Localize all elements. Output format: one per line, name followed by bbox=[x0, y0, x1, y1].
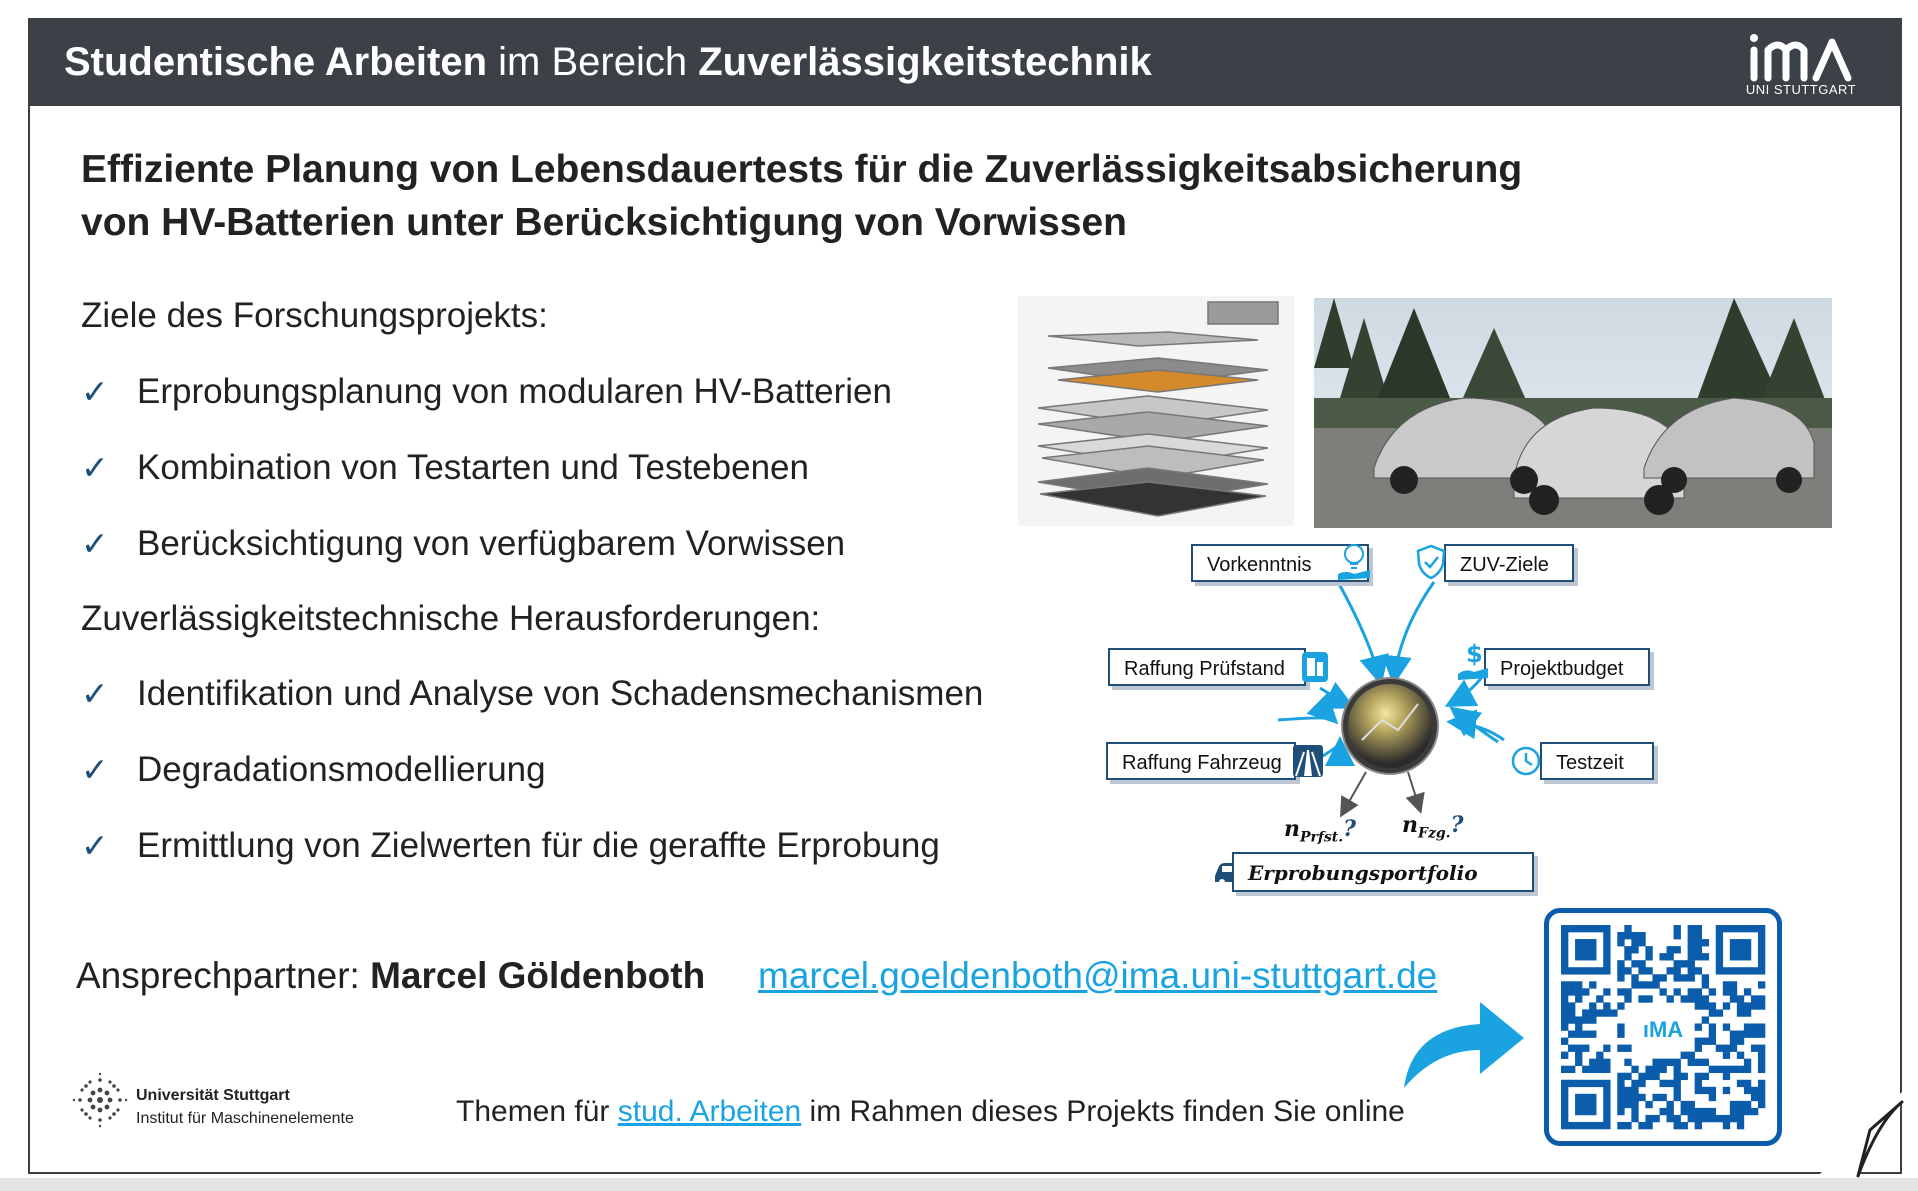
challenge-item bbox=[81, 826, 940, 866]
check-icon: ✓ bbox=[81, 449, 109, 486]
n-fahrzeug-label bbox=[1402, 812, 1463, 841]
prototype-cars-photo bbox=[1314, 298, 1832, 528]
bottom-shadow bbox=[0, 1178, 1918, 1191]
n-pruefstand-question: ? bbox=[1343, 816, 1357, 842]
goal-item bbox=[81, 372, 892, 412]
contact-email-link[interactable]: marcel.goeldenboth@ima.uni-stuttgart.de bbox=[758, 955, 1438, 996]
ima-logo-subtitle: UNI STUTTGART bbox=[1745, 82, 1857, 97]
page-curl-decoration bbox=[1818, 1092, 1904, 1178]
challenge-item-text: Degradationsmodellierung bbox=[137, 750, 546, 789]
road-icon bbox=[1292, 744, 1324, 783]
check-icon: ✓ bbox=[81, 751, 109, 788]
money-hand-icon bbox=[1456, 640, 1490, 689]
ima-logo bbox=[1742, 32, 1860, 98]
header-title bbox=[64, 40, 1152, 85]
footer-stud-arbeiten-link[interactable]: stud. Arbeiten bbox=[617, 1095, 802, 1128]
header-title-mid: im Bereich bbox=[487, 40, 699, 84]
n-fahrzeug-symbol: n bbox=[1402, 812, 1418, 838]
diagram-box-testzeit: Testzeit bbox=[1540, 742, 1654, 780]
clock-icon bbox=[1510, 744, 1542, 783]
diagram-box-erprobungsportfolio: Erprobungsportfolio bbox=[1232, 852, 1534, 892]
diagram-box-raffung-pruefstand: Raffung Prüfstand bbox=[1108, 648, 1306, 686]
lightbulb-hand-icon bbox=[1336, 540, 1372, 590]
check-icon: ✓ bbox=[81, 675, 109, 712]
challenges-heading: Zuverlässigkeitstechnische Herausforderungen: bbox=[81, 599, 821, 638]
curved-arrow-icon bbox=[1400, 988, 1530, 1090]
n-pruefstand-symbol: n bbox=[1284, 816, 1300, 842]
contact-name: Marcel Göldenboth bbox=[370, 955, 706, 996]
institute-name: Institut für Maschinenelemente bbox=[136, 1110, 354, 1127]
goal-item-text: Kombination von Testarten und Testebenen bbox=[137, 448, 809, 487]
n-pruefstand-label bbox=[1284, 816, 1356, 845]
contact-label: Ansprechpartner: bbox=[76, 955, 371, 996]
project-title-line2: von HV-Batterien unter Berücksichtigung von Vorwissen bbox=[81, 201, 1127, 244]
diagram-box-vorkenntnis: Vorkenntnis bbox=[1191, 544, 1369, 582]
footer-text-after: im Rahmen dieses Projekts finden Sie online bbox=[801, 1095, 1405, 1128]
n-pruefstand-subscript: Prfst. bbox=[1300, 829, 1344, 846]
check-icon: ✓ bbox=[81, 525, 109, 562]
challenge-item bbox=[81, 750, 546, 790]
ima-logo-mark bbox=[1742, 32, 1860, 82]
svg-text:ıMA: ıMA bbox=[1642, 1017, 1684, 1042]
footer-text bbox=[456, 1095, 1405, 1129]
qr-code[interactable] bbox=[1544, 908, 1782, 1146]
header-title-part1: Studentische Arbeiten bbox=[64, 40, 488, 84]
test-bench-icon bbox=[1300, 650, 1330, 689]
header-title-part2: Zuverlässigkeitstechnik bbox=[698, 40, 1152, 84]
footer-text-before: Themen für bbox=[456, 1095, 618, 1128]
check-icon: ✓ bbox=[81, 827, 109, 864]
svg-text:$: $ bbox=[1466, 640, 1483, 668]
battery-exploded-image bbox=[1018, 296, 1294, 526]
goal-item bbox=[81, 524, 845, 564]
goal-item-text: Erprobungsplanung von modularen HV-Batterien bbox=[137, 372, 892, 411]
qr-code-pattern bbox=[1549, 913, 1777, 1141]
goal-item bbox=[81, 448, 809, 488]
shield-check-icon bbox=[1416, 544, 1446, 585]
diagram-box-raffung-fahrzeug: Raffung Fahrzeug bbox=[1106, 742, 1296, 780]
header-bar bbox=[30, 20, 1900, 106]
n-fahrzeug-question: ? bbox=[1450, 812, 1464, 838]
contact-line bbox=[76, 955, 705, 997]
challenge-item-text: Ermittlung von Zielwerten für die geraffte Erprobung bbox=[137, 826, 940, 865]
goals-heading: Ziele des Forschungsprojekts: bbox=[81, 296, 548, 335]
check-icon: ✓ bbox=[81, 373, 109, 410]
university-name: Universität Stuttgart bbox=[136, 1087, 290, 1104]
university-dot-logo bbox=[72, 1072, 128, 1128]
challenge-item-text: Identifikation und Analyse von Schadensmechanismen bbox=[137, 674, 984, 713]
goal-item-text: Berücksichtigung von verfügbarem Vorwissen bbox=[137, 524, 846, 563]
challenge-item bbox=[81, 674, 983, 714]
diagram-box-zuv-ziele: ZUV-Ziele bbox=[1444, 544, 1574, 582]
n-fahrzeug-subscript: Fzg. bbox=[1418, 825, 1451, 842]
project-title-line1: Effiziente Planung von Lebensdauertests für die Zuverlässigkeitsabsicherung bbox=[81, 148, 1523, 191]
diagram-box-projektbudget: Projektbudget bbox=[1484, 648, 1650, 686]
